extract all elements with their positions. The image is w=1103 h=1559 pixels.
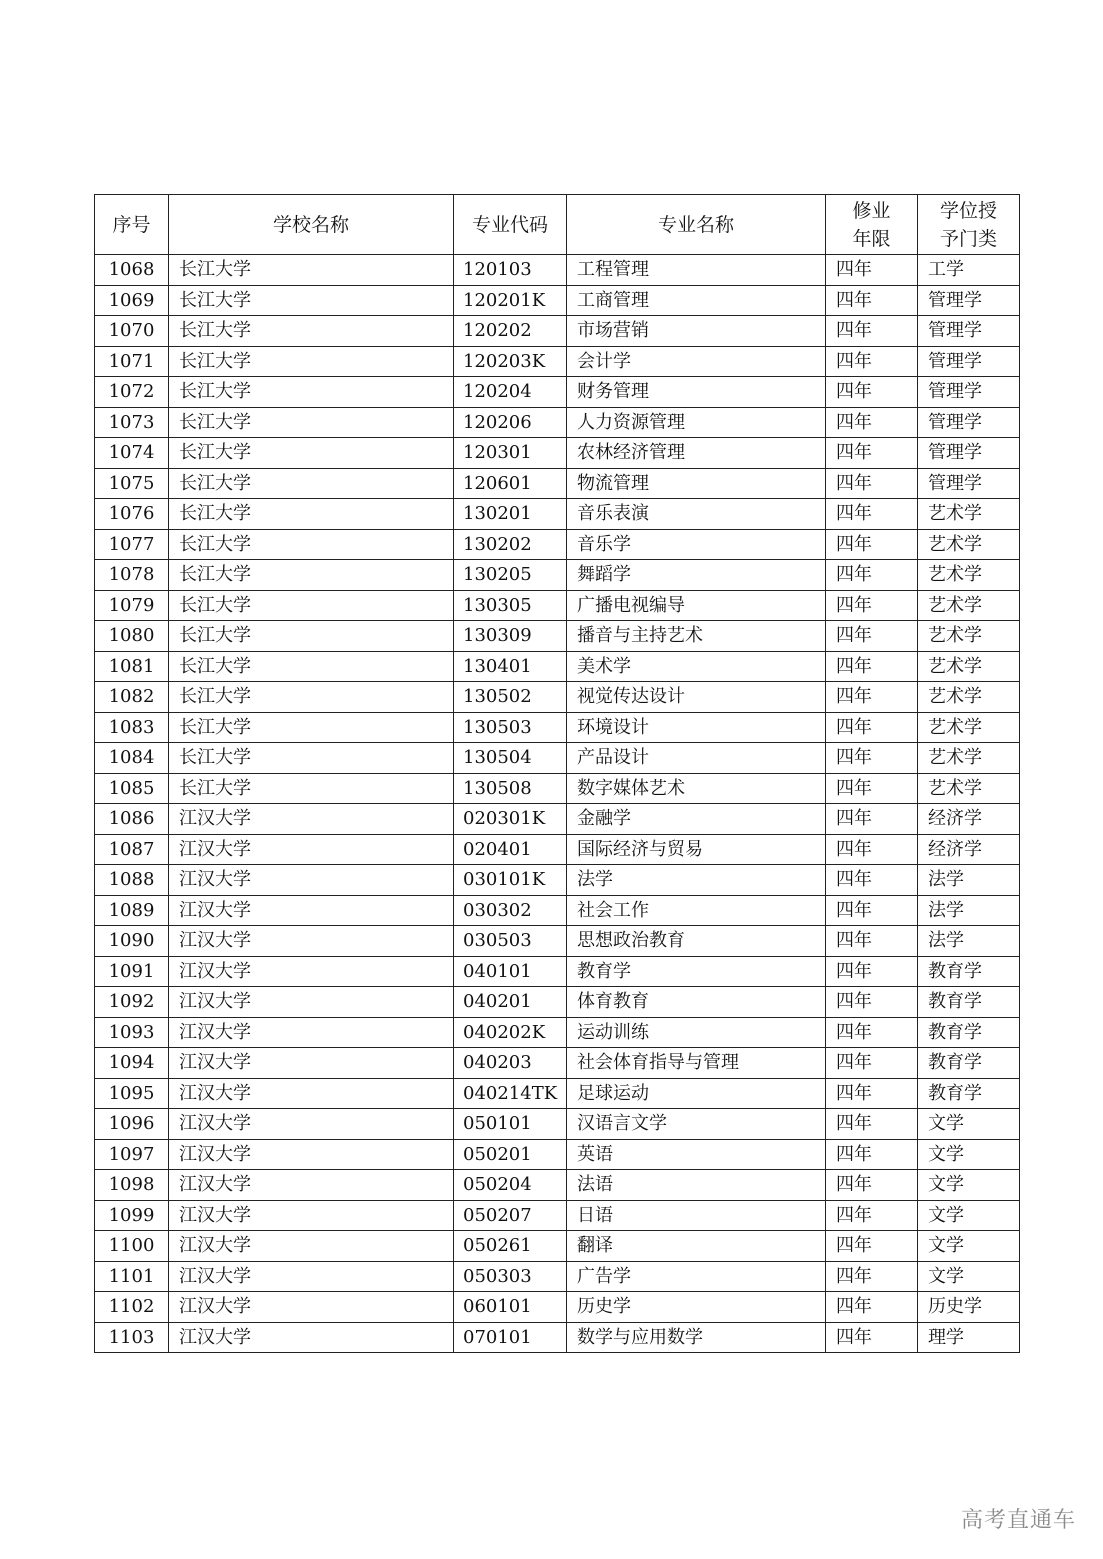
table-row xyxy=(95,1170,1020,1201)
cell-school-name: 江汉大学 xyxy=(169,1017,454,1048)
cell-index: 1103 xyxy=(95,1322,169,1353)
watermark-text: 高考直通车 xyxy=(960,1508,1076,1533)
cell-school-name: 长江大学 xyxy=(169,529,454,560)
cell-major-name: 农林经济管理 xyxy=(567,438,826,469)
cell-duration: 四年 xyxy=(826,621,918,652)
cell-school-name: 长江大学 xyxy=(169,468,454,499)
cell-degree-category: 教育学 xyxy=(918,956,1020,987)
cell-major-code: 050261 xyxy=(454,1231,567,1262)
table-row xyxy=(95,377,1020,408)
cell-duration: 四年 xyxy=(826,895,918,926)
cell-major-code: 130504 xyxy=(454,743,567,774)
cell-index: 1071 xyxy=(95,346,169,377)
cell-duration: 四年 xyxy=(826,377,918,408)
cell-school-name: 长江大学 xyxy=(169,316,454,347)
cell-duration: 四年 xyxy=(826,316,918,347)
cell-index: 1088 xyxy=(95,865,169,896)
cell-index: 1073 xyxy=(95,407,169,438)
cell-major-name: 美术学 xyxy=(567,651,826,682)
table-row xyxy=(95,621,1020,652)
cell-index: 1075 xyxy=(95,468,169,499)
cell-school-name: 江汉大学 xyxy=(169,1048,454,1079)
cell-major-name: 金融学 xyxy=(567,804,826,835)
cell-school-name: 江汉大学 xyxy=(169,956,454,987)
cell-school-name: 长江大学 xyxy=(169,377,454,408)
cell-degree-category: 管理学 xyxy=(918,346,1020,377)
table-row xyxy=(95,529,1020,560)
cell-school-name: 江汉大学 xyxy=(169,926,454,957)
cell-school-name: 长江大学 xyxy=(169,743,454,774)
cell-degree-category: 文学 xyxy=(918,1109,1020,1140)
cell-major-code: 130502 xyxy=(454,682,567,713)
cell-duration: 四年 xyxy=(826,682,918,713)
cell-major-name: 会计学 xyxy=(567,346,826,377)
table-row xyxy=(95,1078,1020,1109)
table-body xyxy=(95,255,1020,1353)
header-school-name: 学校名称 xyxy=(169,195,454,255)
cell-index: 1068 xyxy=(95,255,169,286)
cell-duration: 四年 xyxy=(826,438,918,469)
cell-major-name: 翻译 xyxy=(567,1231,826,1262)
cell-degree-category: 法学 xyxy=(918,865,1020,896)
cell-school-name: 江汉大学 xyxy=(169,1322,454,1353)
cell-index: 1095 xyxy=(95,1078,169,1109)
cell-school-name: 长江大学 xyxy=(169,560,454,591)
cell-school-name: 江汉大学 xyxy=(169,804,454,835)
cell-major-name: 历史学 xyxy=(567,1292,826,1323)
cell-school-name: 江汉大学 xyxy=(169,1170,454,1201)
cell-school-name: 江汉大学 xyxy=(169,834,454,865)
table-row xyxy=(95,316,1020,347)
cell-index: 1101 xyxy=(95,1261,169,1292)
table-row xyxy=(95,1292,1020,1323)
cell-major-name: 音乐表演 xyxy=(567,499,826,530)
cell-duration: 四年 xyxy=(826,1200,918,1231)
cell-duration: 四年 xyxy=(826,1048,918,1079)
table-row xyxy=(95,285,1020,316)
cell-school-name: 江汉大学 xyxy=(169,1109,454,1140)
table-row xyxy=(95,346,1020,377)
cell-index: 1084 xyxy=(95,743,169,774)
cell-index: 1090 xyxy=(95,926,169,957)
cell-index: 1079 xyxy=(95,590,169,621)
cell-duration: 四年 xyxy=(826,956,918,987)
cell-major-name: 财务管理 xyxy=(567,377,826,408)
cell-index: 1098 xyxy=(95,1170,169,1201)
table-row xyxy=(95,651,1020,682)
cell-major-name: 舞蹈学 xyxy=(567,560,826,591)
cell-major-code: 030101K xyxy=(454,865,567,896)
cell-major-code: 030302 xyxy=(454,895,567,926)
cell-degree-category: 教育学 xyxy=(918,1078,1020,1109)
cell-major-name: 教育学 xyxy=(567,956,826,987)
cell-degree-category: 历史学 xyxy=(918,1292,1020,1323)
cell-school-name: 江汉大学 xyxy=(169,1231,454,1262)
table-row xyxy=(95,438,1020,469)
cell-school-name: 江汉大学 xyxy=(169,1292,454,1323)
cell-duration: 四年 xyxy=(826,590,918,621)
header-duration-line-1: 修业 xyxy=(852,199,891,222)
cell-index: 1082 xyxy=(95,682,169,713)
cell-major-name: 运动训练 xyxy=(567,1017,826,1048)
cell-major-code: 130401 xyxy=(454,651,567,682)
cell-degree-category: 文学 xyxy=(918,1200,1020,1231)
cell-school-name: 长江大学 xyxy=(169,682,454,713)
cell-duration: 四年 xyxy=(826,1231,918,1262)
cell-degree-category: 工学 xyxy=(918,255,1020,286)
cell-degree-category: 理学 xyxy=(918,1322,1020,1353)
cell-index: 1100 xyxy=(95,1231,169,1262)
cell-major-code: 050201 xyxy=(454,1139,567,1170)
cell-degree-category: 艺术学 xyxy=(918,499,1020,530)
table-row xyxy=(95,743,1020,774)
table-row xyxy=(95,560,1020,591)
cell-major-name: 汉语言文学 xyxy=(567,1109,826,1140)
cell-major-code: 020401 xyxy=(454,834,567,865)
cell-duration: 四年 xyxy=(826,1292,918,1323)
table-row xyxy=(95,1322,1020,1353)
table-row xyxy=(95,499,1020,530)
cell-major-name: 工程管理 xyxy=(567,255,826,286)
cell-school-name: 江汉大学 xyxy=(169,1078,454,1109)
cell-major-code: 040101 xyxy=(454,956,567,987)
cell-index: 1077 xyxy=(95,529,169,560)
cell-degree-category: 艺术学 xyxy=(918,590,1020,621)
cell-duration: 四年 xyxy=(826,1322,918,1353)
cell-major-name: 播音与主持艺术 xyxy=(567,621,826,652)
cell-duration: 四年 xyxy=(826,285,918,316)
cell-degree-category: 管理学 xyxy=(918,316,1020,347)
cell-major-code: 060101 xyxy=(454,1292,567,1323)
header-major-code: 专业代码 xyxy=(454,195,567,255)
cell-degree-category: 文学 xyxy=(918,1231,1020,1262)
cell-degree-category: 管理学 xyxy=(918,285,1020,316)
cell-duration: 四年 xyxy=(826,468,918,499)
cell-index: 1074 xyxy=(95,438,169,469)
cell-major-code: 130503 xyxy=(454,712,567,743)
table-row xyxy=(95,956,1020,987)
cell-index: 1096 xyxy=(95,1109,169,1140)
cell-major-code: 120201K xyxy=(454,285,567,316)
cell-school-name: 江汉大学 xyxy=(169,1261,454,1292)
header-index: 序号 xyxy=(95,195,169,255)
cell-major-code: 120202 xyxy=(454,316,567,347)
cell-major-name: 日语 xyxy=(567,1200,826,1231)
cell-degree-category: 管理学 xyxy=(918,438,1020,469)
cell-major-name: 视觉传达设计 xyxy=(567,682,826,713)
cell-major-name: 人力资源管理 xyxy=(567,407,826,438)
cell-major-code: 120601 xyxy=(454,468,567,499)
cell-degree-category: 经济学 xyxy=(918,834,1020,865)
cell-index: 1070 xyxy=(95,316,169,347)
cell-major-code: 050207 xyxy=(454,1200,567,1231)
cell-major-name: 数学与应用数学 xyxy=(567,1322,826,1353)
cell-school-name: 长江大学 xyxy=(169,773,454,804)
table-row xyxy=(95,1261,1020,1292)
cell-major-code: 050204 xyxy=(454,1170,567,1201)
header-duration-line-2: 年限 xyxy=(852,227,891,250)
cell-index: 1081 xyxy=(95,651,169,682)
cell-major-name: 广播电视编导 xyxy=(567,590,826,621)
cell-school-name: 江汉大学 xyxy=(169,1139,454,1170)
cell-major-code: 040203 xyxy=(454,1048,567,1079)
cell-index: 1102 xyxy=(95,1292,169,1323)
cell-degree-category: 艺术学 xyxy=(918,529,1020,560)
cell-duration: 四年 xyxy=(826,1109,918,1140)
cell-duration: 四年 xyxy=(826,773,918,804)
table-row xyxy=(95,987,1020,1018)
cell-degree-category: 教育学 xyxy=(918,987,1020,1018)
table-row xyxy=(95,1017,1020,1048)
cell-major-code: 050101 xyxy=(454,1109,567,1140)
cell-degree-category: 艺术学 xyxy=(918,682,1020,713)
cell-degree-category: 艺术学 xyxy=(918,560,1020,591)
cell-duration: 四年 xyxy=(826,834,918,865)
cell-major-name: 体育教育 xyxy=(567,987,826,1018)
cell-school-name: 江汉大学 xyxy=(169,1200,454,1231)
header-major-name: 专业名称 xyxy=(567,195,826,255)
cell-duration: 四年 xyxy=(826,499,918,530)
cell-duration: 四年 xyxy=(826,1139,918,1170)
cell-major-name: 环境设计 xyxy=(567,712,826,743)
cell-degree-category: 教育学 xyxy=(918,1017,1020,1048)
cell-school-name: 长江大学 xyxy=(169,621,454,652)
cell-school-name: 长江大学 xyxy=(169,407,454,438)
cell-duration: 四年 xyxy=(826,407,918,438)
table-header-row xyxy=(95,195,1020,255)
cell-major-code: 130305 xyxy=(454,590,567,621)
cell-major-name: 物流管理 xyxy=(567,468,826,499)
cell-index: 1080 xyxy=(95,621,169,652)
table-row xyxy=(95,712,1020,743)
cell-major-code: 050303 xyxy=(454,1261,567,1292)
cell-index: 1083 xyxy=(95,712,169,743)
cell-major-name: 法学 xyxy=(567,865,826,896)
cell-index: 1089 xyxy=(95,895,169,926)
cell-major-name: 广告学 xyxy=(567,1261,826,1292)
cell-degree-category: 教育学 xyxy=(918,1048,1020,1079)
table-row xyxy=(95,804,1020,835)
cell-school-name: 长江大学 xyxy=(169,438,454,469)
cell-index: 1078 xyxy=(95,560,169,591)
majors-table xyxy=(94,194,1020,1353)
cell-major-code: 030503 xyxy=(454,926,567,957)
cell-index: 1091 xyxy=(95,956,169,987)
cell-index: 1097 xyxy=(95,1139,169,1170)
cell-index: 1086 xyxy=(95,804,169,835)
cell-major-code: 130202 xyxy=(454,529,567,560)
cell-major-code: 040201 xyxy=(454,987,567,1018)
cell-degree-category: 文学 xyxy=(918,1139,1020,1170)
cell-major-code: 120301 xyxy=(454,438,567,469)
cell-degree-category: 法学 xyxy=(918,926,1020,957)
cell-duration: 四年 xyxy=(826,651,918,682)
table-row xyxy=(95,590,1020,621)
table-row xyxy=(95,1048,1020,1079)
cell-major-code: 130309 xyxy=(454,621,567,652)
cell-index: 1072 xyxy=(95,377,169,408)
header-duration xyxy=(826,195,918,255)
cell-school-name: 江汉大学 xyxy=(169,987,454,1018)
cell-major-code: 130205 xyxy=(454,560,567,591)
cell-major-name: 法语 xyxy=(567,1170,826,1201)
cell-school-name: 长江大学 xyxy=(169,651,454,682)
header-degree-category xyxy=(918,195,1020,255)
cell-major-code: 020301K xyxy=(454,804,567,835)
cell-duration: 四年 xyxy=(826,987,918,1018)
cell-school-name: 江汉大学 xyxy=(169,865,454,896)
cell-major-code: 120206 xyxy=(454,407,567,438)
cell-school-name: 长江大学 xyxy=(169,590,454,621)
cell-major-name: 英语 xyxy=(567,1139,826,1170)
cell-duration: 四年 xyxy=(826,1261,918,1292)
cell-major-name: 工商管理 xyxy=(567,285,826,316)
cell-duration: 四年 xyxy=(826,926,918,957)
cell-major-name: 足球运动 xyxy=(567,1078,826,1109)
table-row xyxy=(95,1109,1020,1140)
cell-index: 1099 xyxy=(95,1200,169,1231)
table-row xyxy=(95,773,1020,804)
table-row xyxy=(95,255,1020,286)
cell-duration: 四年 xyxy=(826,804,918,835)
cell-index: 1087 xyxy=(95,834,169,865)
cell-degree-category: 法学 xyxy=(918,895,1020,926)
table-row xyxy=(95,468,1020,499)
cell-major-code: 120103 xyxy=(454,255,567,286)
cell-duration: 四年 xyxy=(826,346,918,377)
header-degree-line-2: 予门类 xyxy=(939,227,997,250)
table-row xyxy=(95,407,1020,438)
cell-school-name: 长江大学 xyxy=(169,285,454,316)
cell-index: 1085 xyxy=(95,773,169,804)
cell-major-name: 数字媒体艺术 xyxy=(567,773,826,804)
cell-degree-category: 管理学 xyxy=(918,377,1020,408)
cell-major-name: 思想政治教育 xyxy=(567,926,826,957)
cell-degree-category: 管理学 xyxy=(918,468,1020,499)
table-row xyxy=(95,926,1020,957)
cell-degree-category: 文学 xyxy=(918,1170,1020,1201)
cell-degree-category: 文学 xyxy=(918,1261,1020,1292)
cell-major-name: 国际经济与贸易 xyxy=(567,834,826,865)
cell-major-code: 070101 xyxy=(454,1322,567,1353)
cell-index: 1076 xyxy=(95,499,169,530)
cell-index: 1092 xyxy=(95,987,169,1018)
table-row xyxy=(95,1231,1020,1262)
cell-index: 1069 xyxy=(95,285,169,316)
table-row xyxy=(95,682,1020,713)
cell-school-name: 长江大学 xyxy=(169,712,454,743)
cell-degree-category: 艺术学 xyxy=(918,743,1020,774)
table-row xyxy=(95,865,1020,896)
table-row xyxy=(95,1139,1020,1170)
cell-degree-category: 经济学 xyxy=(918,804,1020,835)
cell-duration: 四年 xyxy=(826,560,918,591)
cell-duration: 四年 xyxy=(826,1170,918,1201)
cell-duration: 四年 xyxy=(826,743,918,774)
cell-major-name: 产品设计 xyxy=(567,743,826,774)
cell-major-code: 120203K xyxy=(454,346,567,377)
cell-degree-category: 艺术学 xyxy=(918,621,1020,652)
cell-index: 1094 xyxy=(95,1048,169,1079)
cell-duration: 四年 xyxy=(826,1017,918,1048)
cell-index: 1093 xyxy=(95,1017,169,1048)
cell-school-name: 长江大学 xyxy=(169,499,454,530)
table-row xyxy=(95,895,1020,926)
cell-major-name: 市场营销 xyxy=(567,316,826,347)
cell-degree-category: 艺术学 xyxy=(918,651,1020,682)
cell-duration: 四年 xyxy=(826,255,918,286)
cell-major-name: 音乐学 xyxy=(567,529,826,560)
cell-duration: 四年 xyxy=(826,529,918,560)
cell-duration: 四年 xyxy=(826,1078,918,1109)
cell-school-name: 长江大学 xyxy=(169,255,454,286)
cell-school-name: 江汉大学 xyxy=(169,895,454,926)
header-degree-line-1: 学位授 xyxy=(939,199,997,222)
cell-major-name: 社会工作 xyxy=(567,895,826,926)
cell-major-code: 120204 xyxy=(454,377,567,408)
table-row xyxy=(95,834,1020,865)
cell-major-code: 040214TK xyxy=(454,1078,567,1109)
cell-major-code: 040202K xyxy=(454,1017,567,1048)
cell-major-name: 社会体育指导与管理 xyxy=(567,1048,826,1079)
cell-degree-category: 艺术学 xyxy=(918,712,1020,743)
cell-major-code: 130508 xyxy=(454,773,567,804)
cell-school-name: 长江大学 xyxy=(169,346,454,377)
cell-degree-category: 管理学 xyxy=(918,407,1020,438)
cell-major-code: 130201 xyxy=(454,499,567,530)
cell-duration: 四年 xyxy=(826,865,918,896)
table-row xyxy=(95,1200,1020,1231)
cell-degree-category: 艺术学 xyxy=(918,773,1020,804)
cell-duration: 四年 xyxy=(826,712,918,743)
